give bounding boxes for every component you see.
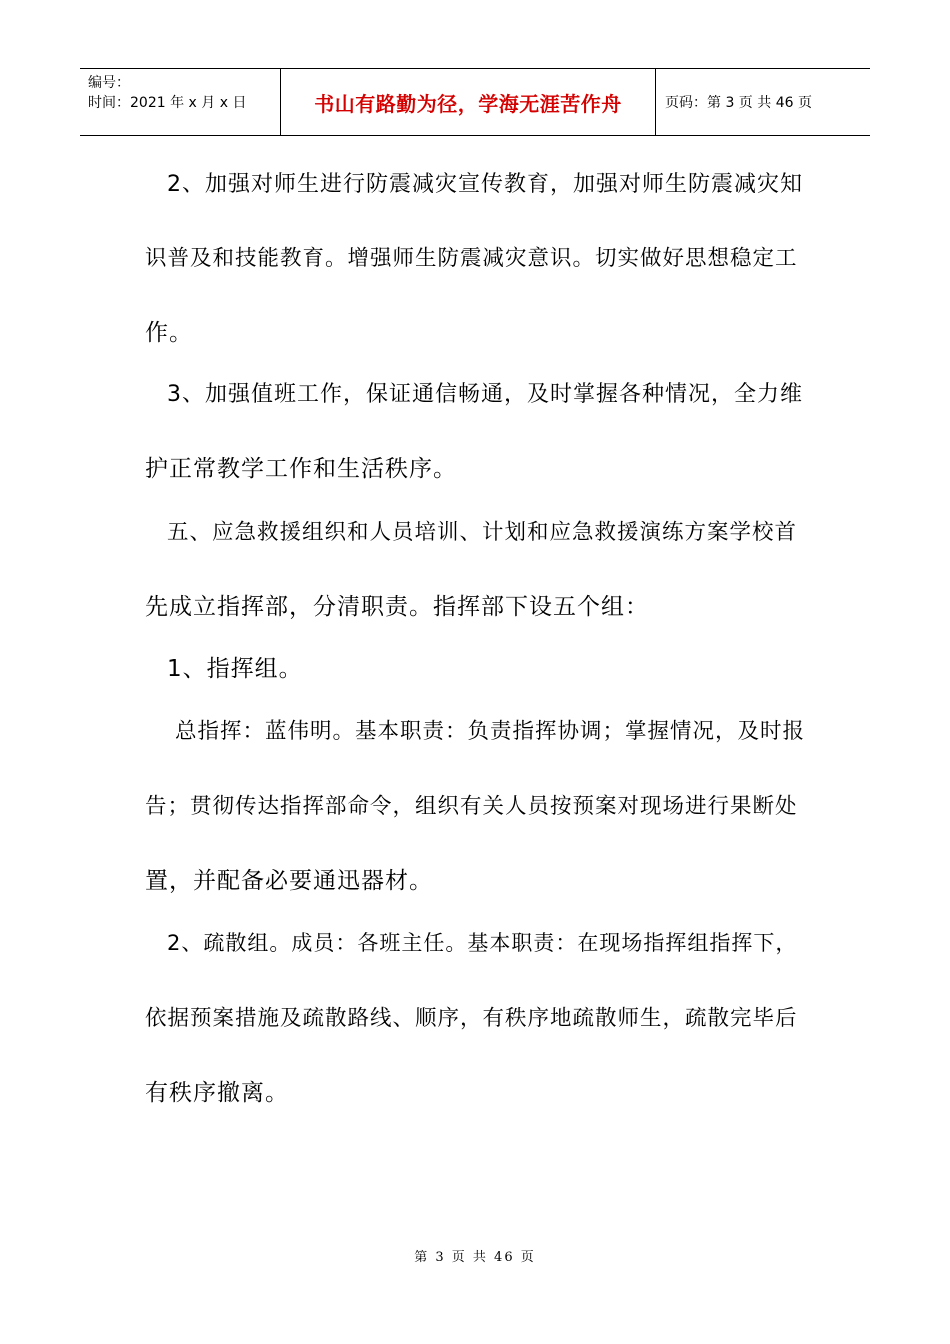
document-header (80, 68, 870, 136)
header-meta (88, 73, 246, 113)
body-line: 护正常教学工作和生活秩序。 (145, 456, 457, 482)
body-line: 告；贯彻传达指挥部命令，组织有关人员按预案对现场进行果断处 (145, 794, 798, 819)
header-page-info: 页码：第 3 页 共 46 页 (665, 95, 812, 111)
header-divider (655, 69, 656, 135)
body-line: 1、指挥组。 (167, 656, 303, 682)
body-line: 识普及和技能教育。增强师生防震减灾意识。切实做好思想稳定工 (145, 246, 798, 271)
page-footer: 第 3 页 共 46 页 (414, 1250, 536, 1265)
document-number-label: 编号： (88, 75, 130, 91)
body-line: 置，并配备必要通迅器材。 (145, 868, 433, 894)
body-line: 依据预案措施及疏散路线、顺序，有秩序地疏散师生，疏散完毕后 (145, 1006, 798, 1031)
body-line: 总指挥：蓝伟明。基本职责：负责指挥协调；掌握情况，及时报 (175, 719, 806, 744)
body-line: 2、疏散组。成员：各班主任。基本职责：在现场指挥组指挥下， (167, 931, 798, 955)
body-line: 作。 (145, 320, 193, 346)
header-motto: 书山有路勤为径，学海无涯苦作舟 (314, 91, 622, 116)
body-line: 先成立指挥部，分清职责。指挥部下设五个组： (145, 594, 649, 620)
body-line: 2、加强对师生进行防震减灾宣传教育，加强对师生防震减灾知 (167, 172, 803, 197)
body-line: 五、应急救援组织和人员培训、计划和应急救援演练方案学校首 (167, 520, 798, 545)
body-line: 3、加强值班工作，保证通信畅通，及时掌握各种情况，全力维 (167, 382, 803, 407)
body-line: 有秩序撤离。 (145, 1080, 289, 1106)
document-date: 时间：2021 年 x 月 x 日 (88, 95, 247, 111)
